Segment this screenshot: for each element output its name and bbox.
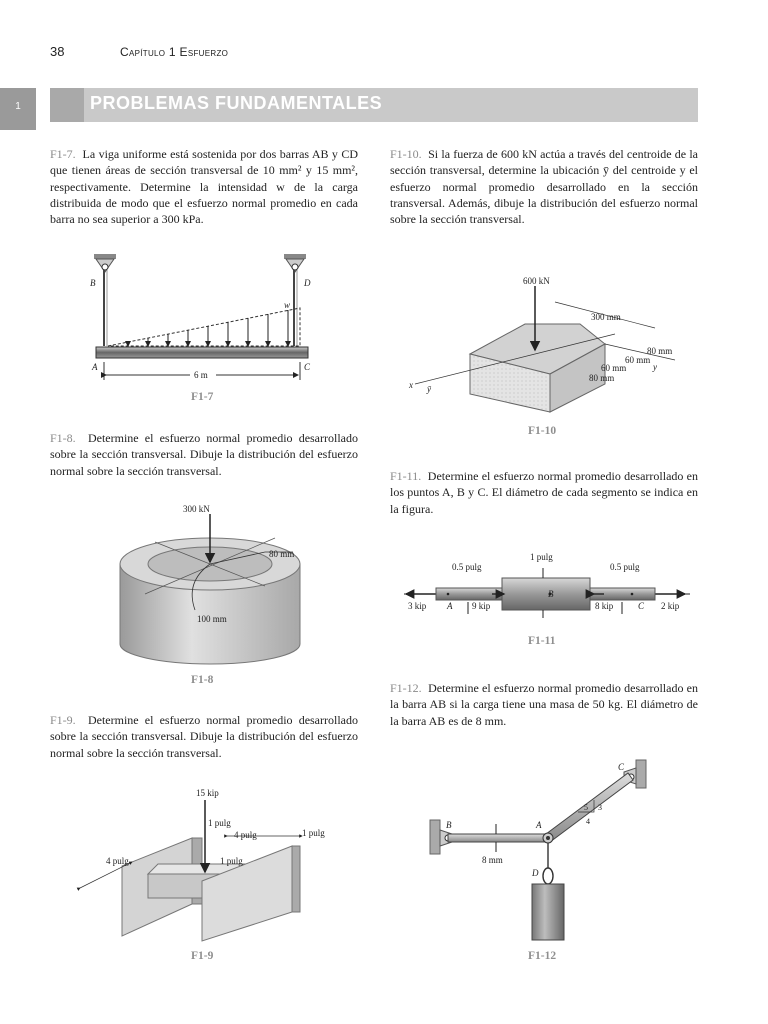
problem-f1-12 <box>390 680 698 729</box>
chapter-title: Capítulo 1 Esfuerzo <box>120 45 229 59</box>
label-b: B <box>548 589 554 599</box>
problem-id: F1-7. <box>50 147 76 161</box>
label-b: B <box>90 278 96 288</box>
support-b <box>94 254 116 272</box>
figure-f1-10 <box>405 272 685 412</box>
dim-t3: 1 pulg <box>220 856 243 866</box>
problem-id: F1-12. <box>390 681 422 695</box>
load-label: 300 kN <box>183 504 210 514</box>
dim-1pulg: 1 pulg <box>530 552 553 562</box>
dim-8mm: 8 mm <box>482 855 503 865</box>
caption-f1-11: F1-11 <box>528 635 556 647</box>
problem-f1-7 <box>50 146 358 227</box>
wall-right <box>636 760 646 788</box>
problem-f1-9 <box>50 712 358 761</box>
label-c: C <box>638 601 645 611</box>
label-ybar: ȳ <box>427 384 431 394</box>
section-title: PROBLEMAS FUNDAMENTALES <box>90 93 383 113</box>
problem-id: F1-9. <box>50 713 76 727</box>
rod-ac <box>546 773 633 842</box>
figure-f1-12 <box>428 760 658 945</box>
problem-f1-11 <box>390 468 698 517</box>
beam <box>96 347 308 358</box>
flange-right <box>202 846 292 941</box>
problem-text: La viga uniforme está sostenida por dos barras AB y CD que tienen áreas de sección transversal de 10 mm² y 15 mm², respectivamente. Determine la intensidad w de la carga distribuida de modo que el esfuerzo normal promedio en cada barra no sea superior a 300 kPa. <box>50 147 358 227</box>
chapter-side-tab: 1 <box>0 88 36 130</box>
label-c: C <box>304 362 311 372</box>
figure-f1-7 <box>80 250 330 390</box>
problem-text: Si la fuerza de 600 kN actúa a través del centroide de la sección transversal, determine la ubicación ȳ del centroide y el esfuerzo normal promedio desarrollado en la sección transversal. Además, dibuje la distribución del esfuerzo normal sobre la sección transversal. <box>390 147 699 227</box>
caption-f1-12: F1-12 <box>528 950 557 962</box>
weight <box>532 884 564 940</box>
problem-text: Determine el esfuerzo normal promedio desarrollado sobre la sección transversal. Dibuje la distribución del esfuerzo normal sobre la sección transversal. <box>50 713 358 760</box>
banner-square <box>50 88 84 122</box>
problem-id: F1-10. <box>390 147 422 161</box>
force-9kip-label: 9 kip <box>472 601 491 611</box>
label-a: A <box>92 362 98 372</box>
slope-4: 4 <box>586 817 590 826</box>
distributed-load <box>108 308 300 346</box>
dim-60a: 60 mm <box>625 355 651 365</box>
dim-w4b: 4 pulg <box>106 856 129 866</box>
dim-05-right: 0.5 pulg <box>610 562 640 572</box>
dim-300: 300 mm <box>591 312 621 322</box>
dim-t2: 1 pulg <box>302 828 325 838</box>
label-d: D <box>532 868 539 878</box>
span-label: 6 m <box>194 370 208 380</box>
label-d: D <box>304 278 311 288</box>
problem-id: F1-11. <box>390 469 422 483</box>
slope-3: 3 <box>598 803 602 812</box>
dim-60b: 60 mm <box>601 363 627 373</box>
load-label: 15 kip <box>196 788 219 798</box>
problem-f1-10 <box>390 146 698 227</box>
label-a: A <box>536 820 542 830</box>
dim-w4a: 4 pulg <box>234 830 257 840</box>
dim-outer: 80 mm <box>269 549 295 559</box>
rod-ab <box>448 834 548 842</box>
axis-x: x <box>409 380 413 390</box>
dim-inner: 100 mm <box>197 614 227 624</box>
wall-left <box>430 820 440 854</box>
problem-f1-8 <box>50 430 358 479</box>
problem-text: Determine el esfuerzo normal promedio desarrollado en los puntos A, B y C. El diámetro de cada segmento se indica en la figura. <box>390 469 699 516</box>
caption-f1-8: F1-8 <box>191 674 214 686</box>
problem-text: Determine el esfuerzo normal promedio desarrollado sobre la sección transversal. Dibuje la distribución del esfuerzo normal sobre la sección transversal. <box>50 431 358 478</box>
label-c: C <box>618 762 625 772</box>
page-number: 38 <box>50 44 65 59</box>
slope-5: 5 <box>584 803 588 812</box>
figure-f1-9 <box>72 786 342 946</box>
load-arrows <box>128 310 288 346</box>
dim-80b: 80 mm <box>589 373 615 383</box>
label-w: w <box>284 300 291 310</box>
figure-f1-11 <box>400 548 700 628</box>
dim-80a: 80 mm <box>647 346 673 356</box>
dim-t1: 1 pulg <box>208 818 231 828</box>
support-d <box>284 254 306 272</box>
dim-05-left: 0.5 pulg <box>452 562 482 572</box>
force-8kip-label: 8 kip <box>595 601 614 611</box>
caption-f1-7: F1-7 <box>191 391 214 403</box>
label-b: B <box>446 820 452 830</box>
label-a: A <box>447 601 453 611</box>
force-2kip-label: 2 kip <box>661 601 680 611</box>
force-3kip-label: 3 kip <box>408 601 427 611</box>
problem-text: Determine el esfuerzo normal promedio desarrollado en la barra AB si la carga tiene una masa de 50 kg. El diámetro de la barra AB es de 8 mm. <box>390 681 699 728</box>
section-banner <box>50 88 698 122</box>
load-label: 600 kN <box>523 276 550 286</box>
problem-id: F1-8. <box>50 431 76 445</box>
figure-f1-8 <box>115 502 315 672</box>
caption-f1-10: F1-10 <box>528 425 557 437</box>
caption-f1-9: F1-9 <box>191 950 214 962</box>
axis-y: y <box>653 362 657 372</box>
segment-middle <box>502 578 590 610</box>
